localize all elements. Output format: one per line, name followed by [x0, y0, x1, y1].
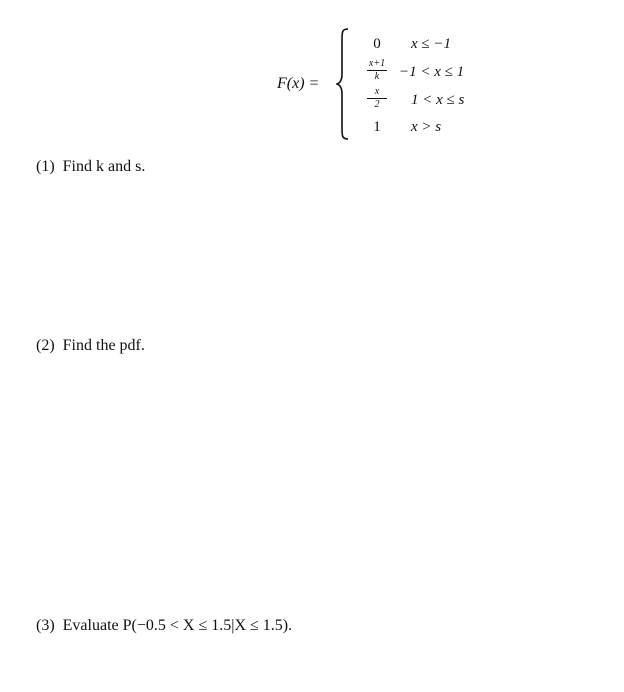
piecewise-cdf-definition: [0, 0, 624, 150]
question-1-number: (1): [36, 158, 55, 175]
piece-2-numerator: x+1: [368, 58, 386, 69]
piece-3-condition: 1 < x ≤ s: [411, 92, 465, 108]
question-2-text: Find the pdf.: [62, 337, 145, 354]
question-3-text: Evaluate P(−0.5 < X ≤ 1.5|X ≤ 1.5).: [62, 617, 293, 634]
question-2: [36, 337, 145, 355]
piece-4-condition: x > s: [411, 119, 442, 135]
question-3: [36, 617, 292, 635]
piece-3-denominator: 2: [374, 99, 380, 110]
piece-2-condition: −1 < x ≤ 1: [399, 64, 465, 80]
question-3-number: (3): [36, 617, 55, 634]
question-1-text: Find k and s.: [62, 158, 146, 175]
piece-3-numerator: x: [374, 86, 380, 97]
piece-1-condition: x ≤ −1: [411, 36, 452, 52]
piece-3-value: [359, 87, 395, 110]
piece-4-value: 1: [373, 119, 381, 135]
piece-2-value: [359, 59, 395, 82]
piece-2-denominator: k: [374, 71, 380, 82]
cdf-lhs: F(x) =: [277, 75, 320, 92]
piece-1-value: 0: [373, 36, 381, 52]
left-brace: [336, 28, 350, 140]
question-1: [36, 158, 145, 176]
question-2-number: (2): [36, 337, 55, 354]
